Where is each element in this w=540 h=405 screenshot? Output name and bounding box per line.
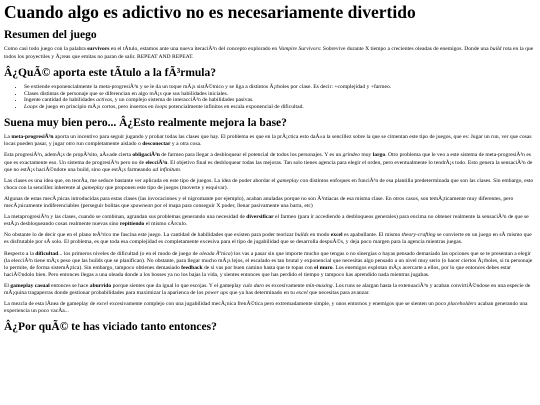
text-run: ) los vas a pasar sin que importe mucho que tengas o no sinergias o hayas pensado demasiado las opciones que se te presentan a elegir (la elecciÃ³n tiene mÃ¡s peso que las builds que se planifican). No obstante, para llegar mucho mÃ¡s lejos, el escalado es tan brutal y exponencial que necesitas algo pensado a un nivel muy serio (o hacer ciertos Ã¡rboles, si tu personaje lo permite, de forma sistemÃ¡tica). Sin embargo, tampoco obtienes demasiado xyxy=(4,250,533,271)
paragraph xyxy=(4,251,536,279)
text-run: . Los runs se alargan hasta la extenuaciÃ³n y acaban convirtiÃ©ndose en una especie de mÃ¡quina tragaperras donde gestionar probabilidades para maximizar la aparienca de los xyxy=(4,282,531,296)
bold-text: largo xyxy=(372,152,386,159)
bold-text: feedback xyxy=(181,264,203,271)
text-run: aporta un incentivo para seguir jugando y probar todas las clases que hay. El problema es que en la prÃ¡ctica esto daÃ±a la sencillez sobre la que se cimentan este tipo de juegos, que es: Jugar un run, ver que cosas locas pueden pasar, y jugar otro run completamente aislado o xyxy=(4,134,532,148)
text-run: rota en la que todos los proyectiles y Ã¡reas que emitas no paran de salir. REPEAT AND REPEAT. xyxy=(4,46,534,60)
italic-text: grindeo xyxy=(342,152,360,159)
bold-text: diversificar xyxy=(246,214,274,221)
text-run: Respecto a la xyxy=(4,250,36,257)
paragraph xyxy=(4,283,536,297)
section-heading: Resumen del juego xyxy=(4,29,97,42)
text-run: el mismo cÃrculo. xyxy=(144,221,188,228)
text-run: que necesitas para avanzar. xyxy=(307,289,370,296)
italic-text: excel xyxy=(96,301,109,308)
bold-text: desconectar xyxy=(142,141,171,148)
paragraph xyxy=(4,46,536,60)
text-run: se convierte en un juego en sÃ mismo que es disfrutable por sÃ solo. El problema, es que toda esa complejidad es completamente excesiva para el tipo de jugabilidad que se desarrolla despuÃ©s, y deja poco margen para la agencia mientras juegas. xyxy=(4,232,532,246)
paragraph xyxy=(4,232,536,246)
italic-text: power ups xyxy=(204,289,228,296)
section-heading: Â¿QuÃ© aporta este tÃtulo a la fÃ³rmula? xyxy=(4,66,216,79)
text-run: por el mapa para conseguir X poder, llenar pasivamente una barra, etc) xyxy=(152,203,313,210)
bold-text: obligaciÃ³n xyxy=(132,152,160,159)
bold-text: repitiendo xyxy=(119,221,145,228)
text-run: Esta progresiÃ³n, ademÃ¡s de propÃ³sito, aÃ±ade cierta xyxy=(4,152,133,159)
text-run: de farmeo para llegar a desbloquear el potencial de todos los personajes. Y es un xyxy=(159,152,343,159)
italic-text: build xyxy=(489,46,502,53)
text-run: : Sobrevive durante X tiempo a crecientes oleadas de enemigos. Donde una xyxy=(319,46,490,53)
text-run: acaban generando una experiencia un poco vacÃa... xyxy=(4,301,528,315)
bold-text: dificultad xyxy=(35,250,59,257)
text-run: ... los primeros niveles de dificultad (o en el modo de juego de xyxy=(58,250,200,257)
text-run: porque sientes que da igual lo que escojas. Y el gameplay xyxy=(111,282,243,289)
text-run: No obstante lo de decir que en el plano teÃ³rico me fascina este juego. La cantidad de habilidades que existen para poder teorizar xyxy=(4,232,295,239)
bold-text: aburrido xyxy=(89,282,112,289)
section-heading: Â¿Por quÃ© te has viciado tanto entonces? xyxy=(4,321,217,334)
bold-text: gameplay casual xyxy=(10,282,50,289)
list-item xyxy=(24,84,536,91)
text-run: La metaprogresiÃ³n y las clases, cuando se combinan, agrandan sus problemas generando una necesidad de xyxy=(4,214,247,221)
paragraph xyxy=(4,214,536,228)
text-run: de si vas por buen camino hasta que te topas con xyxy=(202,264,315,271)
paragraph xyxy=(4,134,536,148)
text-run: Ingente cantidad de habilidades xyxy=(24,97,97,104)
italic-text: theory-crafting xyxy=(401,232,436,239)
text-run: , y un complejo sistema de interacciÃ³n de habilidades pasivas. xyxy=(111,97,254,104)
italic-text: builds xyxy=(294,232,309,239)
text-run: entonces se hace xyxy=(49,282,90,289)
paragraph xyxy=(4,152,536,173)
page-title: Cuando algo es adictivo no es necesariamente divertido xyxy=(4,2,416,22)
italic-text: Vampire Survivors xyxy=(278,46,320,53)
text-run: Se extiende exponencialmente la meta-progresiÃ³n y se le da un toque mÃ¡s sistÃ©mico y se liga a distintos Ã¡rboles por clase. Es decir: +complejidad y +farmeo. xyxy=(24,83,392,90)
text-run: Algunas de estas mecÃ¡nicas introducidas para estas clases (las invocaciones y el nigromante por ejemplo), acaban anuladas porque no son Ã³ntiacas de esa misma clase. En otros casos, son temÃ¡ticamente muy diferentes, pero mecÃ¡nicamente indiferenciables (perseguir bolitas que xyxy=(4,195,514,210)
text-run: . El objetivo final es desbloquear todas las mejoras. Tan solo tienes agencia para elegir el orden, pero eventualmente lo tendrÃ¡s todo. Esto genera la sensaciÃ³n de que no estÃ¡s haciÃ©ndote una build, sino que estÃ¡s farmeando xyxy=(4,159,533,173)
text-run: y a otra cosa. xyxy=(170,141,202,148)
text-run: Clases distintas de personaje que se diferencian en algo mÃ¡s que sus habilidades iniciales. xyxy=(24,90,229,97)
text-run: Como casi todo juego con la palabra xyxy=(4,46,88,53)
text-run: excesivamente complejo con una jugabilidad mecÃ¡nica frenÃ©tica pero extremadamente simple, y unos entornos y enemigos que se sienten un poco xyxy=(108,301,448,308)
italic-text: loops xyxy=(154,104,168,111)
section-heading: Suena muy bien pero... Â¿Esto realmente mejora la base? xyxy=(4,117,287,130)
italic-text: culo duro xyxy=(242,282,265,289)
italic-text: ad infinitum xyxy=(152,166,180,173)
italic-text: gameplay xyxy=(81,184,104,191)
text-run: . xyxy=(179,166,182,173)
italic-text: activas xyxy=(96,97,112,104)
text-run: Las clases es una idea que, en teorÃa, me seduce bastante ver aplicada en este tipo de juegos. La idea de poder abordar el xyxy=(4,177,277,184)
text-run: el farmeo (para ir accediendo a desbloqueos generales) para encima no obtener realmente la sensaciÃ³n de que se estÃ¡n desbloqueando cosas realmente nuevas sino xyxy=(4,214,529,228)
text-run: en el tÃtulo, estamos ante una nueva iteraciÃ³n del concepto explorado en xyxy=(109,46,279,53)
bold-text: meta-progresiÃ³n xyxy=(11,134,54,141)
paragraph xyxy=(4,196,536,210)
italic-text: Loops xyxy=(24,104,38,111)
text-run: La mezcla de esta lÃnea de gameplay de xyxy=(4,301,97,308)
text-run: con distintos enfoques en funciÃ³n de esa plantilla predeterminada que son las clases. Sin embargo, esto choca con la sencillez inherente al xyxy=(4,177,534,191)
italic-text: min-maxing xyxy=(305,282,333,289)
paragraph xyxy=(4,301,536,315)
bullet-list xyxy=(4,84,536,111)
bold-text: elecciÃ³n xyxy=(145,159,168,166)
list-item xyxy=(24,104,536,111)
text-run: muy xyxy=(359,152,373,159)
text-run: en modo xyxy=(308,232,331,239)
text-run: potencialmente infinitos en escala exponencial de dificultad. xyxy=(167,104,304,111)
italic-text: placeholders xyxy=(447,301,477,308)
text-run: de juego en principio mÃ¡s cortos, pero insertos en xyxy=(37,104,155,111)
text-run: que proponen este tipo de juegos (moverte y esquivar). xyxy=(103,184,228,191)
bold-text: el muro xyxy=(314,264,333,271)
text-run: . Los enemigos explotan mÃ¡s acercarte a ellos, por lo que entonces debes estar haciÃ©ndolo bien. Pero entonces llegas a una oleada donde a los bosses ya no los bajas la vida, y sientes entonces que has perdido el tiempo y tampoco has aprendido nada mientras jugabas. xyxy=(4,264,512,278)
italic-text: gameplay xyxy=(276,177,299,184)
text-run: . Otro problema que le veo a este sistema de meta-progresiÃ³n es que es exactamente eso. Un sistema de progresiÃ³n pero no de xyxy=(4,152,531,166)
text-run: que ya has determinado en tu xyxy=(227,289,297,296)
italic-text: oleada Ãºnica xyxy=(199,250,231,257)
text-run: es excesivamente xyxy=(264,282,306,289)
italic-text: excel xyxy=(296,289,308,296)
text-run: El xyxy=(4,282,11,289)
text-run: La xyxy=(4,134,12,141)
bold-text: excel xyxy=(330,232,343,239)
bold-text: survivors xyxy=(87,46,110,53)
paragraph xyxy=(4,178,536,192)
italic-text: spawnean xyxy=(130,203,153,210)
article-content xyxy=(4,29,536,334)
text-run: es apabullante. El mismo xyxy=(342,232,402,239)
